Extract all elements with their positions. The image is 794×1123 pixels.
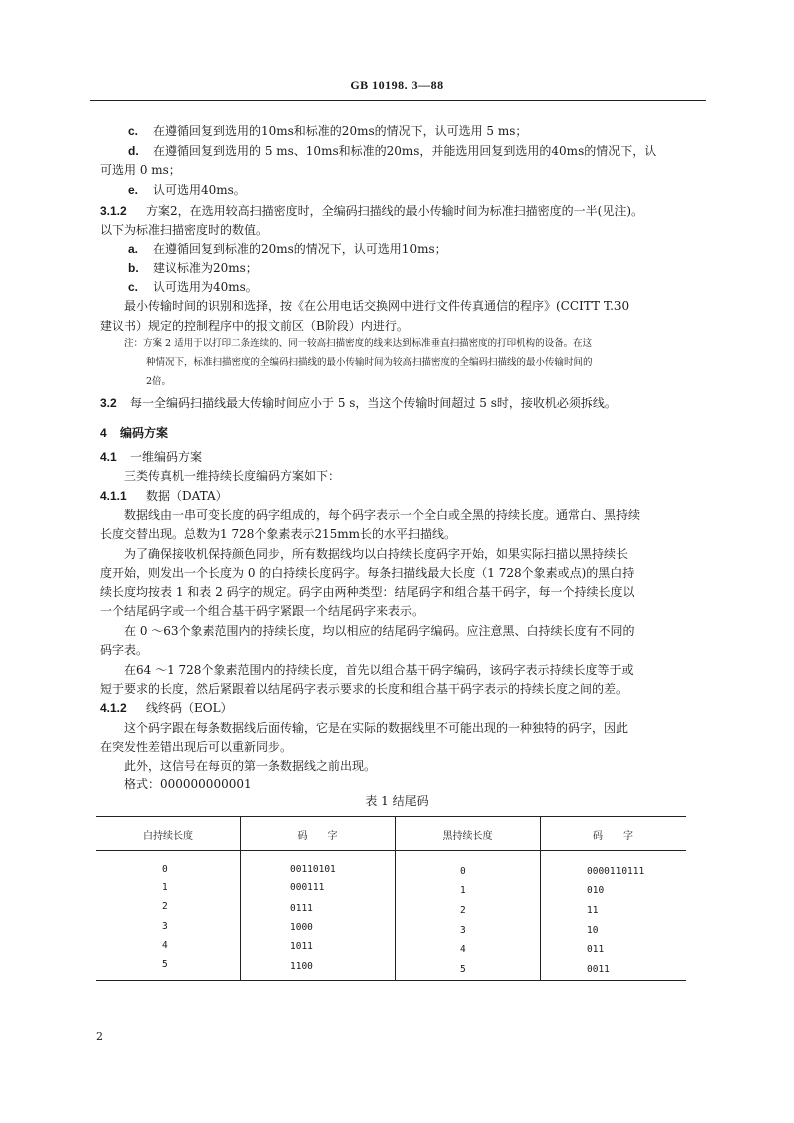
- paragraph-3-line-1: 在 0 ～63个象素范围内的持续长度，均以相应的结尾码字编码。应注意黑、白持续长度有不同的: [124, 624, 635, 638]
- table-cell: 10: [587, 925, 599, 936]
- item-a-text: 在遵循回复到标准的20ms的情况下，认可选用10ms；: [153, 242, 447, 256]
- note-line-1: 注：方案 2 适用于以打印二条连续的、同一较高扫描密度的线来达到标准垂直扫描密度的打印机构的设备。在这: [124, 338, 593, 349]
- item-c-text: 在遵循回复到选用的10ms和标准的20ms的情况下，认可选用 5 ms；: [153, 124, 528, 138]
- section-4-1-1-title: 数据（DATA）: [146, 489, 228, 503]
- section-4-1-1-number: 4.1.1: [100, 489, 127, 503]
- note-line-2: 种情况下，标准扫描密度的全编码扫描线的最小传输时间为较高扫描密度的全编码扫描线的最小传输时间的: [146, 357, 593, 368]
- section-4-1-2-number: 4.1.2: [100, 701, 127, 715]
- table-cell: 4: [460, 944, 466, 955]
- paragraph-min-time-2: 建议书）规定的控制程序中的报文前区（B阶段）内进行。: [100, 319, 409, 333]
- table-top-rule: [96, 816, 686, 817]
- page-number: 2: [96, 1030, 103, 1043]
- item-c-label: c.: [128, 124, 139, 138]
- table-cell: 0111: [290, 903, 313, 914]
- section-4-1-title: 一维编码方案: [130, 450, 203, 464]
- item-b-text: 建议标准为20ms；: [153, 261, 258, 275]
- section-4-number: 4: [100, 426, 107, 440]
- section-4-1-2-title: 线终码（EOL）: [146, 701, 233, 715]
- note-line-3: 2倍。: [146, 376, 172, 387]
- table-cell: 5: [460, 964, 466, 975]
- section-3-1-2-text-cont: 以下为标准扫描密度时的数值。: [100, 223, 269, 237]
- header-rule: [90, 100, 706, 101]
- table-header-white-length: 白持续长度: [143, 831, 193, 842]
- table-cell: 0: [460, 866, 466, 877]
- table-cell: 1: [460, 885, 466, 896]
- item-e-label: e.: [128, 183, 139, 197]
- section-3-1-2-text: 方案2，在选用较高扫描密度时，全编码扫描线的最小传输时间为标准扫描密度的一半(见注)。: [146, 204, 644, 218]
- table-cell: 00110101: [290, 864, 336, 875]
- section-4-1-number: 4.1: [100, 450, 117, 464]
- item-a-label: a.: [128, 242, 139, 256]
- table-cell: 0011: [587, 964, 610, 975]
- paragraph-4-line-1: 在64 ～1 728个象素范围内的持续长度，首先以组合基干码字编码，该码字表示持续长度等于或: [124, 663, 634, 677]
- paragraph-5-line-1: 这个码字跟在每条数据线后面传输，它是在实际的数据线里不可能出现的一种独特的码字，因此: [124, 721, 629, 735]
- paragraph-5-line-2: 在突发性差错出现后可以重新同步。: [100, 740, 293, 754]
- paragraph-6: 此外，这信号在每页的第一条数据线之前出现。: [124, 759, 377, 773]
- table-cell: 5: [162, 959, 168, 970]
- section-3-2-number: 3.2: [100, 396, 117, 410]
- paragraph-2-line-2: 度开始，则发出一个长度为 0 的白持续长度码字。每条扫描线最大长度（1 728个象素或点)的黑白持: [100, 566, 635, 580]
- table-cell: 2: [460, 905, 466, 916]
- paragraph-4-line-2: 短于要求的长度，然后紧跟着以结尾码字表示要求的长度和组合基干码字表示的持续长度之间的差。: [100, 682, 629, 696]
- paragraph-1-line-2: 长度交替出现。总数为1 728个象素表示215mm长的水平扫描线。: [100, 527, 457, 541]
- paragraph-2-line-4: 一个结尾码字或一个组合基干码字紧跟一个结尾码字来表示。: [100, 604, 425, 618]
- table-cell: 0: [162, 864, 168, 875]
- paragraph-3-line-2: 码字表。: [100, 643, 149, 657]
- paragraph-1-line-1: 数据线由一串可变长度的码字组成的，每个码字表示一个全白或全黑的持续长度。通常白、黑持续: [124, 508, 641, 522]
- table-cell: 0000110111: [587, 866, 645, 877]
- item-d-text-cont: 可选用 0 ms；: [100, 163, 181, 177]
- table-cell: 2: [162, 901, 168, 912]
- table-cell: 1000: [290, 922, 313, 933]
- table-cell: 011: [587, 944, 605, 955]
- table-header-white-code: 码 字: [297, 831, 338, 842]
- table-bottom-rule: [96, 980, 686, 981]
- item-c2-text: 认可选用为40ms。: [153, 280, 258, 294]
- section-3-1-2-number: 3.1.2: [100, 204, 127, 218]
- table-cell: 3: [162, 921, 168, 932]
- table-cell: 000111: [290, 882, 325, 893]
- table-cell: 010: [587, 885, 605, 896]
- paragraph-2-line-1: 为了确保接收机保持颜色同步，所有数据线均以白持续长度码字开始，如果实际扫描以黑持续长: [124, 547, 629, 561]
- table-cell: 3: [460, 925, 466, 936]
- paragraph-min-time-1: 最小传输时间的识别和选择，按《在公用电话交换网中进行文件传真通信的程序》(CCITT T.30: [124, 299, 630, 313]
- section-3-2-text: 每一全编码扫描线最大传输时间应小于 5 s，当这个传输时间超过 5 s时，接收机必须拆线。: [130, 396, 617, 410]
- table-cell: 11: [587, 905, 599, 916]
- item-b-label: b.: [128, 261, 139, 275]
- item-d-label: d.: [128, 144, 139, 158]
- table-cell: 1100: [290, 961, 313, 972]
- format-line: 格式：000000000001: [124, 777, 252, 791]
- table-header-rule: [96, 850, 686, 851]
- paragraph-2-line-3: 续长度均按表 1 和表 2 码字的规定。码字由两种类型：结尾码字和组合基干码字，每一个持续长度以: [100, 585, 635, 599]
- table-cell: 1011: [290, 941, 313, 952]
- item-e-text: 认可选用40ms。: [153, 183, 246, 197]
- section-4-1-paragraph: 三类传真机一维持续长度编码方案如下：: [124, 469, 341, 483]
- table-header-black-code: 码 字: [593, 831, 633, 842]
- document-code-header: GB 10198. 3—88: [350, 78, 444, 92]
- item-c2-label: c.: [128, 280, 139, 294]
- table-cell: 1: [162, 882, 168, 893]
- table-header-black-length: 黑持续长度: [442, 831, 493, 842]
- table-cell: 4: [162, 940, 168, 951]
- section-4-title: 编码方案: [120, 426, 169, 440]
- item-d-text: 在遵循回复到选用的 5 ms、10ms和标准的20ms，并能选用回复到选用的40ms的情况下，认: [153, 144, 657, 158]
- table-title: 表 1 结尾码: [365, 794, 429, 808]
